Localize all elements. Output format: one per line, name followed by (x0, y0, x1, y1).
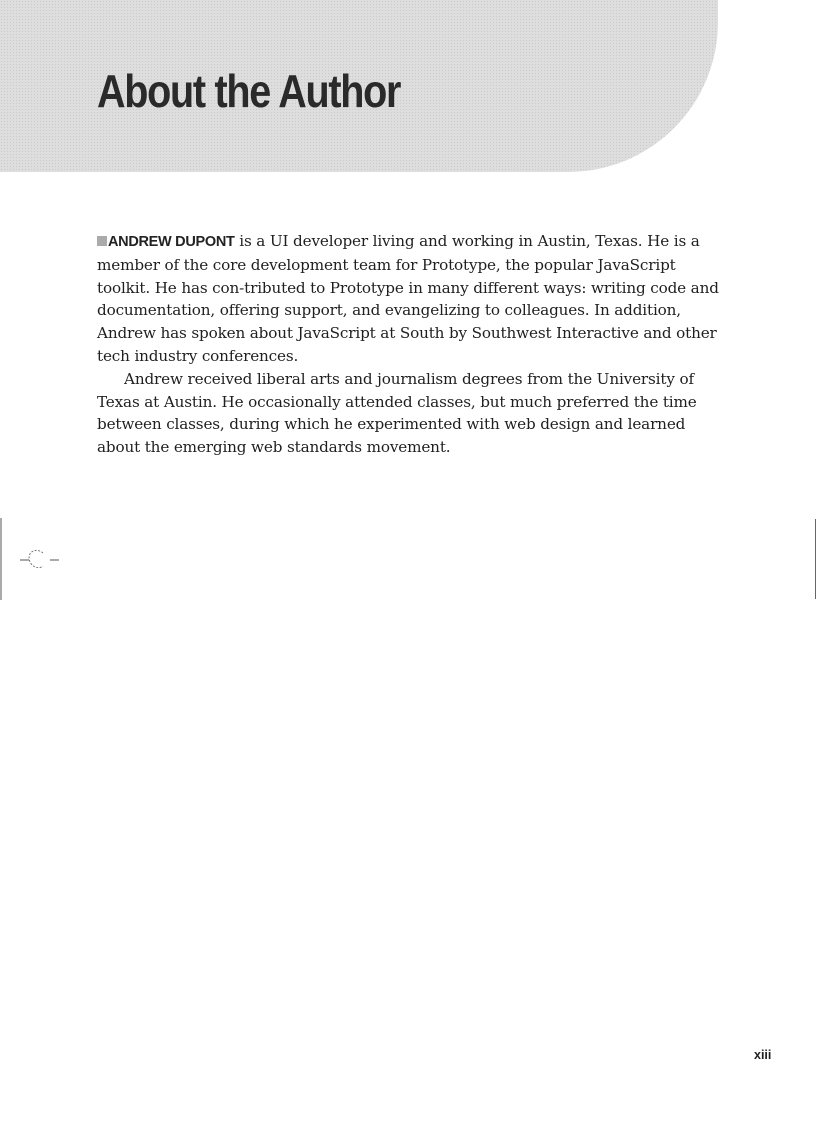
chapter-title: About the Author (97, 65, 401, 117)
bio-paragraph-1-text: is a UI developer living and working in Austin, Texas. He is a member of the core development team for Prototype, the popular JavaScript toolkit. He has con-tributed to Prototype in many different ways: writing code and documentation, offering support, and evangelizing to colleagues. In addition, Andrew has spoken about JavaScript at South by Southwest Interactive and other tech industry conferences. (97, 232, 719, 365)
registration-crop-mark-icon (0, 518, 70, 600)
author-bio (97, 230, 722, 459)
bio-paragraph-2: Andrew received liberal arts and journalism degrees from the University of Texas at Austin. He occasionally attended classes, but much preferred the time between classes, during which he experimented with web design and learned about the emerging web standards movement. (97, 369, 697, 457)
bio-paragraph-1 (97, 230, 722, 368)
section-bullet-icon (97, 236, 107, 246)
page-number: xiii (754, 1048, 772, 1062)
author-name: ANDREW DUPONT (108, 234, 235, 250)
